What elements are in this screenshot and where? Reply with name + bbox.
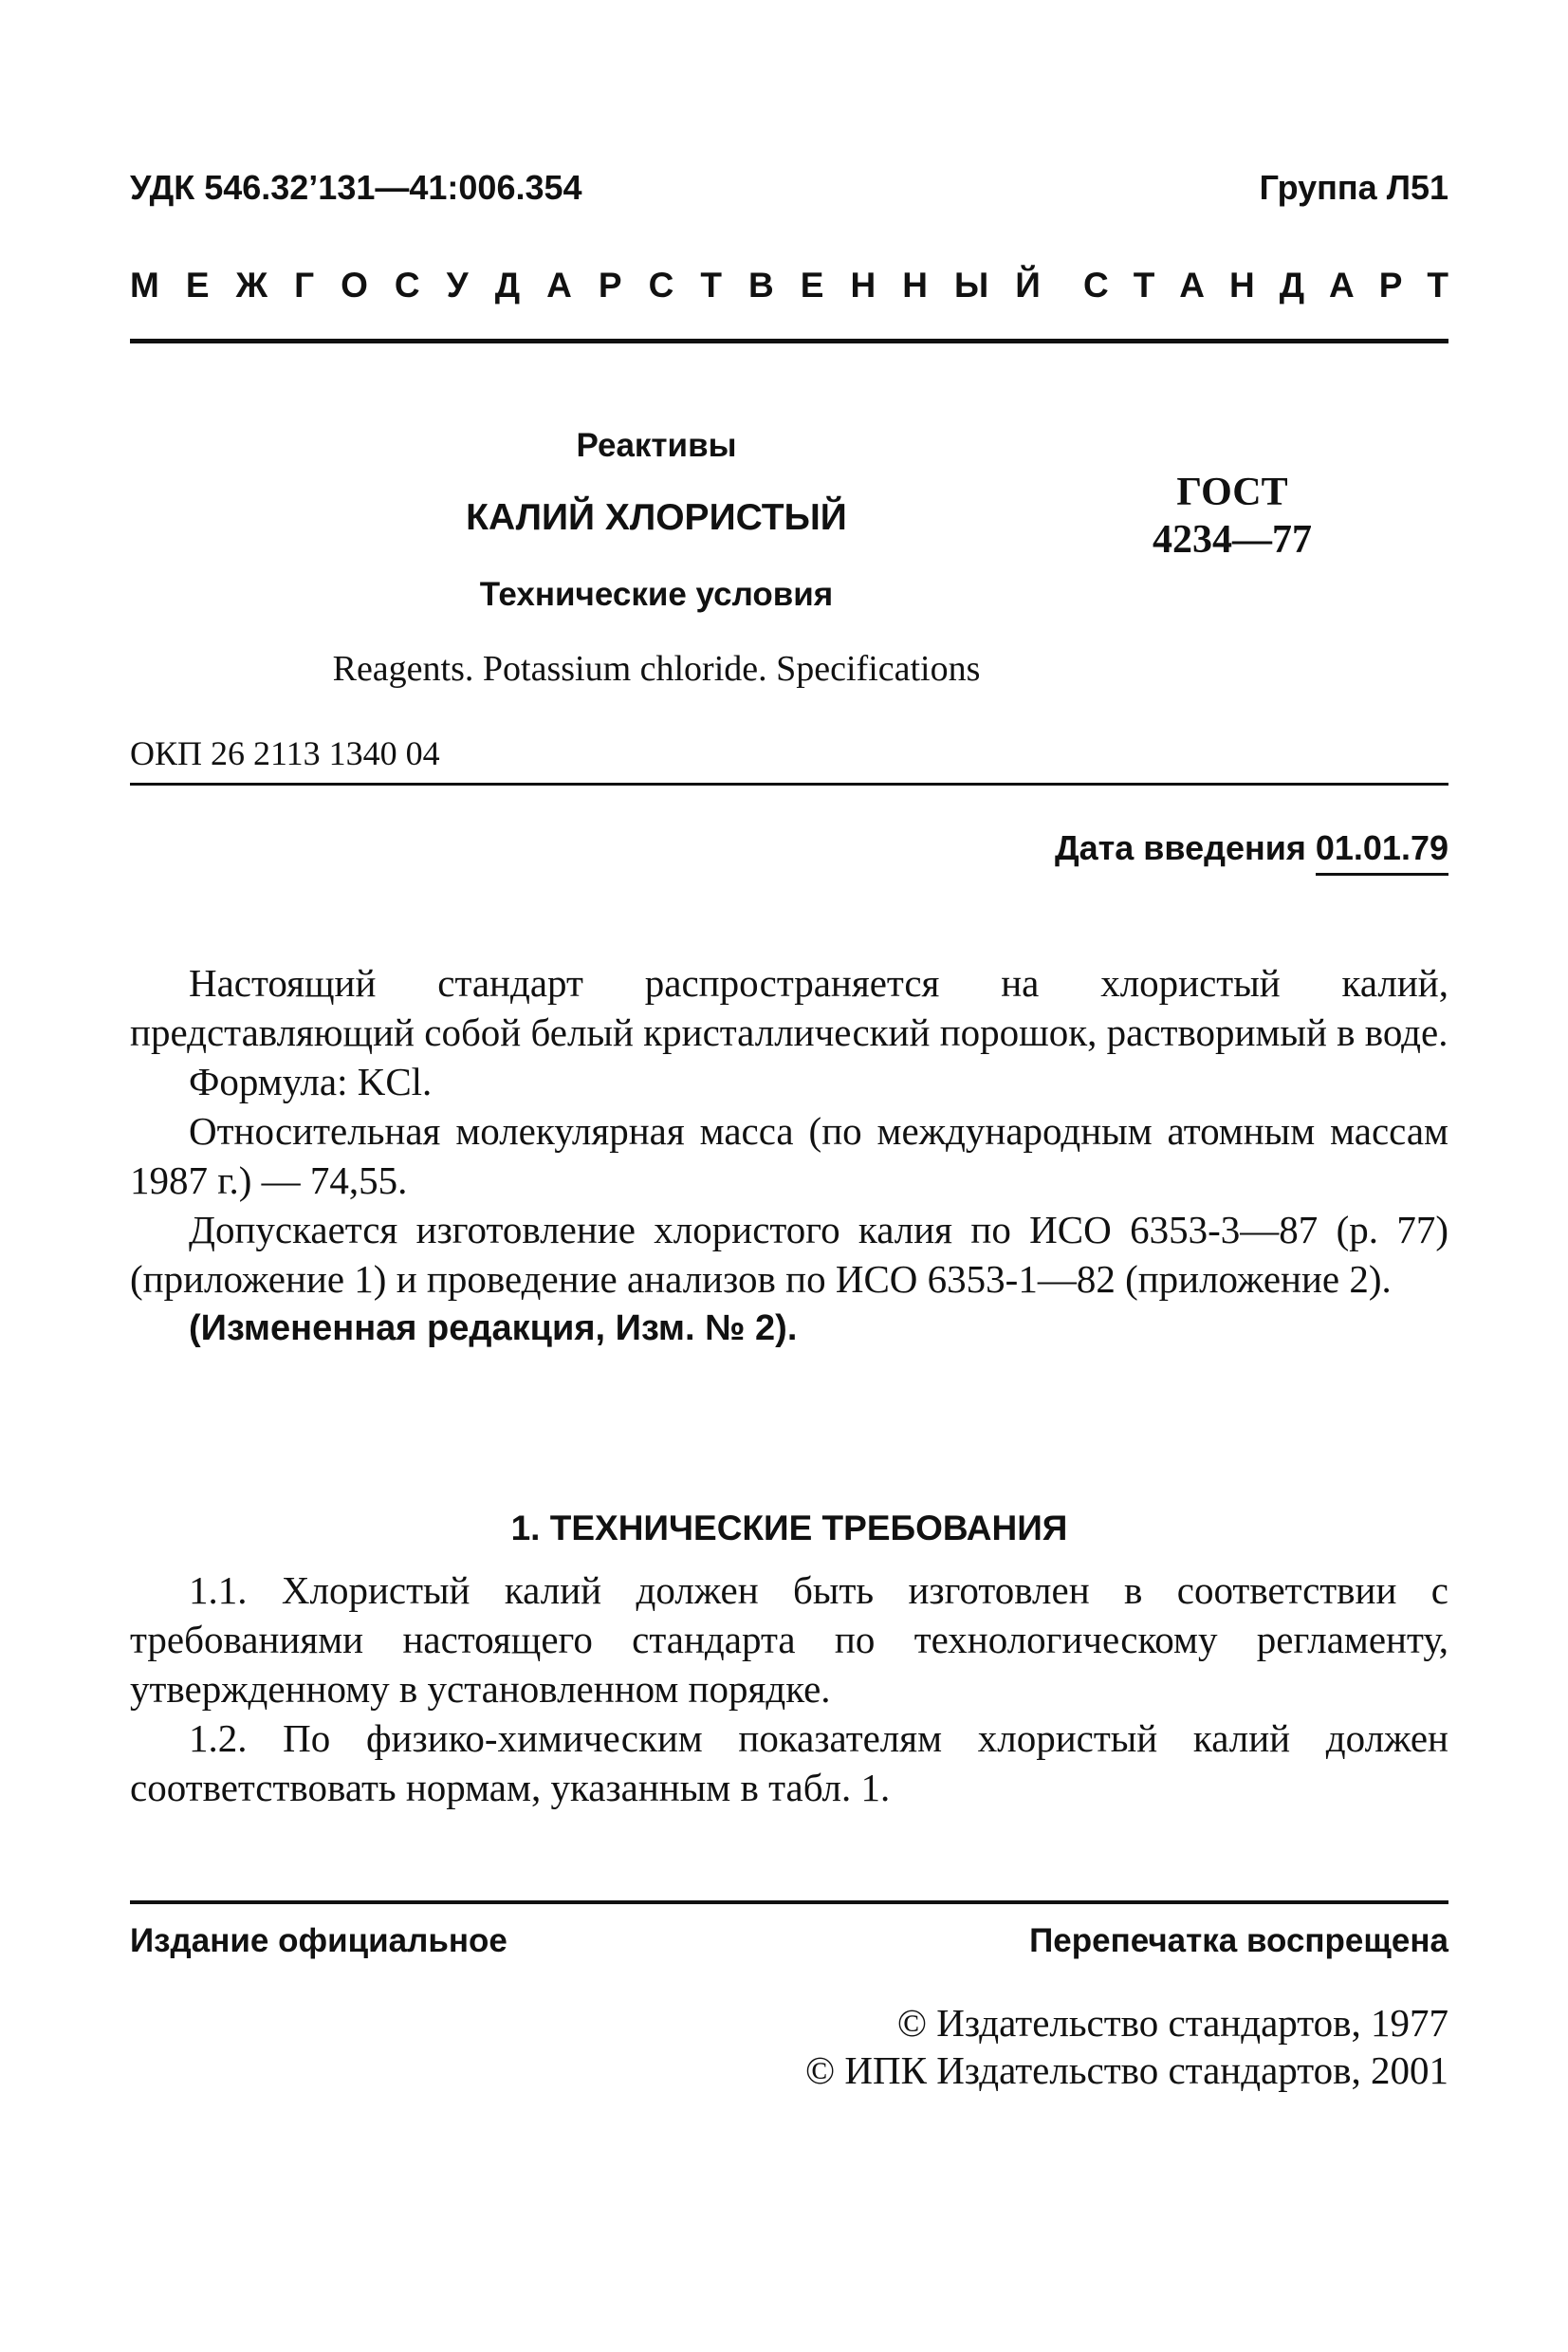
banner-letter: Р (598, 266, 622, 305)
banner-letter: Ы (954, 266, 989, 305)
title-product-name: КАЛИЙ ХЛОРИСТЫЙ (466, 497, 847, 538)
intro-paragraph-amendment: (Измененная редакция, Изм. № 2). (189, 1308, 798, 1348)
banner-letter: А (1329, 266, 1355, 305)
banner-letter: Е (800, 266, 824, 305)
title-english: Reagents. Potassium chloride. Specifications (332, 649, 981, 689)
intro-paragraph-scope: Настоящий стандарт распространяется на хлористый калий, представляющий собой белый кристаллический порошок, растворимый в воде. (130, 961, 1448, 1054)
banner-letter: А (1179, 266, 1206, 305)
banner-letter: Ж (235, 266, 268, 305)
banner-letter: Т (700, 266, 722, 305)
footer-row (130, 1920, 1448, 1962)
banner-letter: Н (850, 266, 876, 305)
header-divider (130, 339, 1448, 343)
okp-divider (130, 783, 1448, 786)
gost-number: 4234—77 (1153, 518, 1312, 562)
banner-letter: Р (1378, 266, 1403, 305)
official-edition-label: Издание официальное (130, 1922, 507, 1959)
title-reagents: Реактивы (576, 427, 737, 464)
document-page (130, 0, 1448, 2352)
intro-paragraph-formula: Формула: KCl. (189, 1060, 433, 1103)
clause-1-1: 1.1. Хлористый калий должен быть изготовлен в соответствии с требованиями настоящего стандарта по технологическому регламенту, утвержденному в установленном порядке. (130, 1568, 1448, 1711)
date-label: Дата введения (1054, 828, 1306, 867)
reprint-prohibited-label: Перепечатка воспрещена (1029, 1922, 1448, 1959)
banner-letter: М (130, 266, 159, 305)
banner-letter: А (546, 266, 572, 305)
banner-letter: Н (1228, 266, 1255, 305)
group-code: Группа Л51 (1259, 168, 1448, 207)
okp-code: ОКП 26 2113 1340 04 (130, 734, 440, 772)
banner-letter: С (394, 266, 420, 305)
section1-body (130, 1565, 1448, 1812)
banner-letter: Д (1279, 266, 1305, 305)
banner-letter: С (1083, 266, 1109, 305)
banner-letter: Т (1427, 266, 1448, 305)
date-value: 01.01.79 (1316, 827, 1448, 876)
udk-code: УДК 546.32’131—41:006.354 (130, 168, 582, 207)
introduction-date (1055, 827, 1448, 876)
section-heading-technical-requirements: 1. ТЕХНИЧЕСКИЕ ТРЕБОВАНИЯ (510, 1509, 1068, 1547)
interstate-standard-banner (130, 264, 1448, 307)
copyright-line-2001: © ИПК Издательство стандартов, 2001 (804, 2048, 1448, 2092)
banner-letter: Е (185, 266, 210, 305)
banner-letter: Н (902, 266, 928, 305)
intro-section (130, 958, 1448, 1353)
banner-letter: С (648, 266, 674, 305)
copyright-line-1977: © Издательство стандартов, 1977 (896, 2001, 1448, 2045)
header-row (130, 167, 1448, 209)
banner-letter: Т (1133, 266, 1155, 305)
banner-letter: Д (494, 266, 521, 305)
banner-letter: Й (1015, 266, 1041, 305)
copyright-block (805, 1999, 1448, 2094)
clause-1-2: 1.2. По физико-химическим показателям хлористый калий должен соответствовать нормам, указанным в табл. 1. (130, 1716, 1448, 1809)
interstate-word (130, 264, 1041, 307)
footer-divider (130, 1900, 1448, 1904)
banner-letter: О (341, 266, 368, 305)
banner-letter: В (748, 266, 774, 305)
gost-label: ГОСТ (1176, 471, 1288, 514)
intro-paragraph-molar-mass: Относительная молекулярная масса (по международным атомным массам 1987 г.) — 74,55. (130, 1109, 1448, 1202)
standard-word (1083, 264, 1448, 307)
intro-paragraph-iso: Допускается изготовление хлористого калия по ИСО 6353-3—87 (р. 77) (приложение 1) и проведение анализов по ИСО 6353-1—82 (приложение 2). (130, 1208, 1448, 1301)
title-specifications: Технические условия (479, 576, 834, 613)
gost-designation (1095, 469, 1370, 564)
banner-letter: У (446, 266, 469, 305)
banner-letter: Г (294, 266, 315, 305)
